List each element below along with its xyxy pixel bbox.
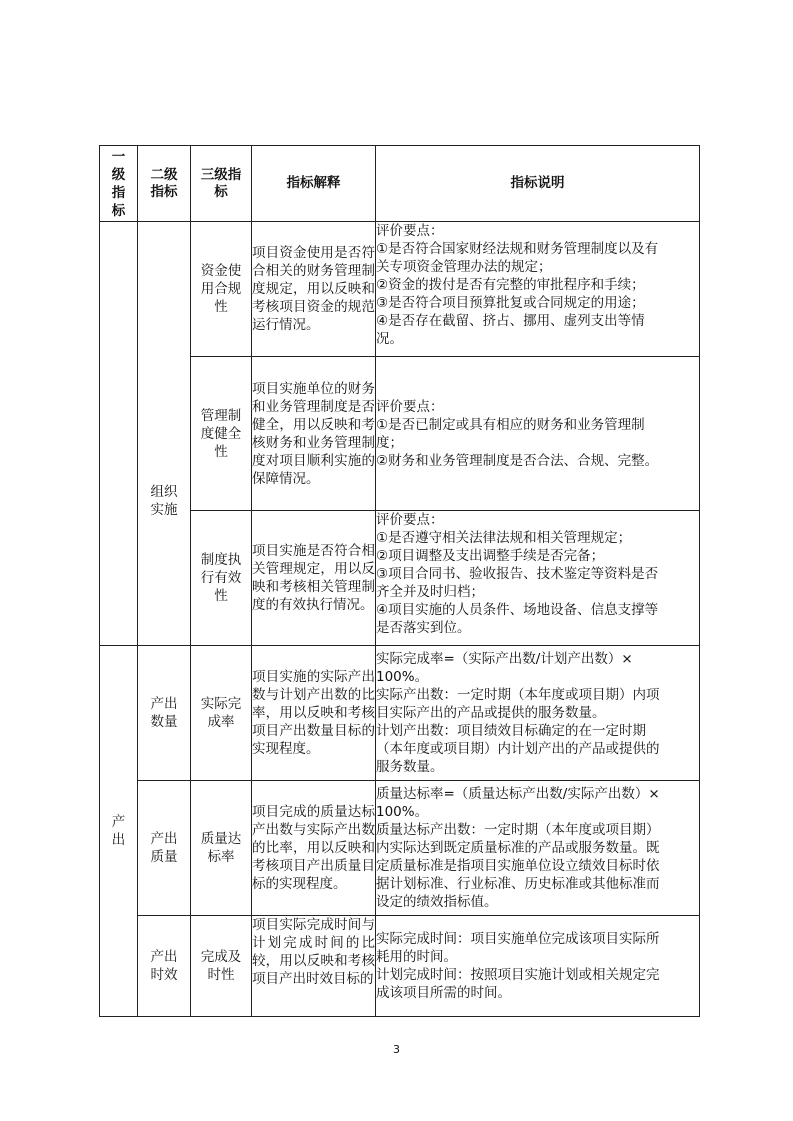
desc-line: 评价要点： <box>376 398 444 415</box>
indicator-table <box>99 145 700 1017</box>
desc-line: ①是否遵守相关法律法规和相关管理规定； <box>376 530 632 546</box>
table-row <box>100 916 700 1017</box>
desc-line: 据计划标准、行业标准、历史标准或其他标准而 <box>376 876 660 892</box>
level3-cell: 管理制度健全性 <box>191 357 252 511</box>
interpretation-cell: 项目资金使用是否符合相关的财务管理制度规定，用以反映和考核项目资金的规范运行情况。 <box>252 222 376 357</box>
desc-line: 耗用的时间。 <box>376 949 457 965</box>
description-cell <box>376 511 700 646</box>
level3-cell: 制度执行有效性 <box>191 511 252 646</box>
level2-cell-empty <box>138 222 191 357</box>
interpretation-cell: 项目完成的质量达标产出数与实际产出数的比率，用以反映和考核项目产出质量目标的实现程度。 <box>252 781 376 916</box>
desc-line: （本年度或项目期）内计划产出的产品或提供的 <box>376 741 660 757</box>
desc-line: 100%。 <box>376 804 429 820</box>
desc-line: 质量达标产出数：一定时期（本年度或项目期） <box>376 822 660 838</box>
desc-line: 质量达标率=（质量达标产出数/实际产出数）× <box>376 786 660 802</box>
page-number: 3 <box>393 1043 400 1056</box>
table-header-row <box>100 146 700 222</box>
header-level3: 三级指标 <box>191 146 252 222</box>
desc-line: ①是否符合国家财经法规和财务管理制度以及有 <box>376 241 659 257</box>
interpretation-cell: 项目实施是否符合相关管理规定，用以反映和考核相关管理制度的有效执行情况。 <box>252 511 376 646</box>
table-row <box>100 357 700 511</box>
desc-line: ③是否符合项目预算批复或合同规定的用途； <box>376 295 645 311</box>
desc-line: 度； <box>376 434 403 451</box>
desc-line: 况。 <box>376 331 403 347</box>
header-level1: 一级指标 <box>100 146 138 222</box>
table-row <box>100 781 700 916</box>
desc-line: ②资金的拨付是否有完整的审批程序和手续； <box>376 277 645 293</box>
desc-line: 服务数量。 <box>376 759 444 775</box>
desc-line: 目实际产出的产品或提供的服务数量。 <box>376 705 606 721</box>
desc-line: 成该项目所需的时间。 <box>376 985 511 1001</box>
desc-line: ①是否已制定或具有相应的财务和业务管理制 <box>376 416 645 433</box>
description-cell <box>376 357 700 511</box>
interpretation-cell: 项目实施的实际产出数与计划产出数的比率，用以反映和考核项目产出数量目标的实现程度。 <box>252 646 376 781</box>
level2-cell: 产出质量 <box>138 781 191 916</box>
description-cell <box>376 646 700 781</box>
level2-cell: 产出时效 <box>138 916 191 1017</box>
desc-line: 实际完成率=（实际产出数/计划产出数）× <box>376 651 633 667</box>
level2-cell: 组织实施 <box>138 357 191 646</box>
desc-line: 设定的绩效指标值。 <box>376 894 498 910</box>
desc-line: 评价要点： <box>376 223 444 239</box>
desc-line: ②项目调整及支出调整手续是否完备； <box>376 548 605 564</box>
desc-line: 实际产出数：一定时期（本年度或项目期）内项 <box>376 687 660 703</box>
level1-cell-empty <box>100 222 138 646</box>
interpretation-cell: 项目实际完成时间与计划完成时间的比较，用以反映和考核项目产出时效目标的 <box>252 916 376 1017</box>
desc-line: 是否落实到位。 <box>376 620 471 636</box>
level3-cell: 质量达标率 <box>191 781 252 916</box>
level3-cell: 资金使用合规性 <box>191 222 252 357</box>
table-row <box>100 222 700 357</box>
level3-cell: 实际完成率 <box>191 646 252 781</box>
desc-line: ②财务和业务管理制度是否合法、合规、完整。 <box>376 452 659 469</box>
desc-line: 定质量标准是指项目实施单位设立绩效目标时依 <box>376 858 660 874</box>
level1-cell: 产出 <box>100 646 138 1017</box>
description-cell <box>376 781 700 916</box>
desc-line: ④项目实施的人员条件、场地设备、信息支撑等 <box>376 602 659 618</box>
interpretation-cell: 项目实施单位的财务和业务管理制度是否健全，用以反映和考核财务和业务管理制度对项目顺利实施的保障情况。 <box>252 357 376 511</box>
desc-line: 齐全并及时归档； <box>376 584 484 600</box>
description-cell <box>376 222 700 357</box>
desc-line: 100%。 <box>376 669 429 685</box>
description-cell <box>376 916 700 1017</box>
desc-line: 计划产出数：项目绩效目标确定的在一定时期 <box>376 723 646 739</box>
header-interpretation: 指标解释 <box>252 146 376 222</box>
desc-line: 实际完成时间：项目实施单位完成该项目实际所 <box>376 931 660 947</box>
desc-line: 计划完成时间：按照项目实施计划或相关规定完 <box>376 967 660 983</box>
desc-line: ④是否存在截留、挤占、挪用、虚列支出等情 <box>376 313 645 329</box>
table-row <box>100 646 700 781</box>
desc-line: 内实际达到既定质量标准的产品或服务数量。既 <box>376 840 660 856</box>
level3-cell: 完成及时性 <box>191 916 252 1017</box>
header-description: 指标说明 <box>376 146 700 222</box>
level2-cell: 产出数量 <box>138 646 191 781</box>
desc-line: ③项目合同书、验收报告、技术鉴定等资料是否 <box>376 566 659 582</box>
desc-line: 评价要点： <box>376 512 444 528</box>
desc-line: 关专项资金管理办法的规定； <box>376 259 552 275</box>
header-level2: 二级指标 <box>138 146 191 222</box>
